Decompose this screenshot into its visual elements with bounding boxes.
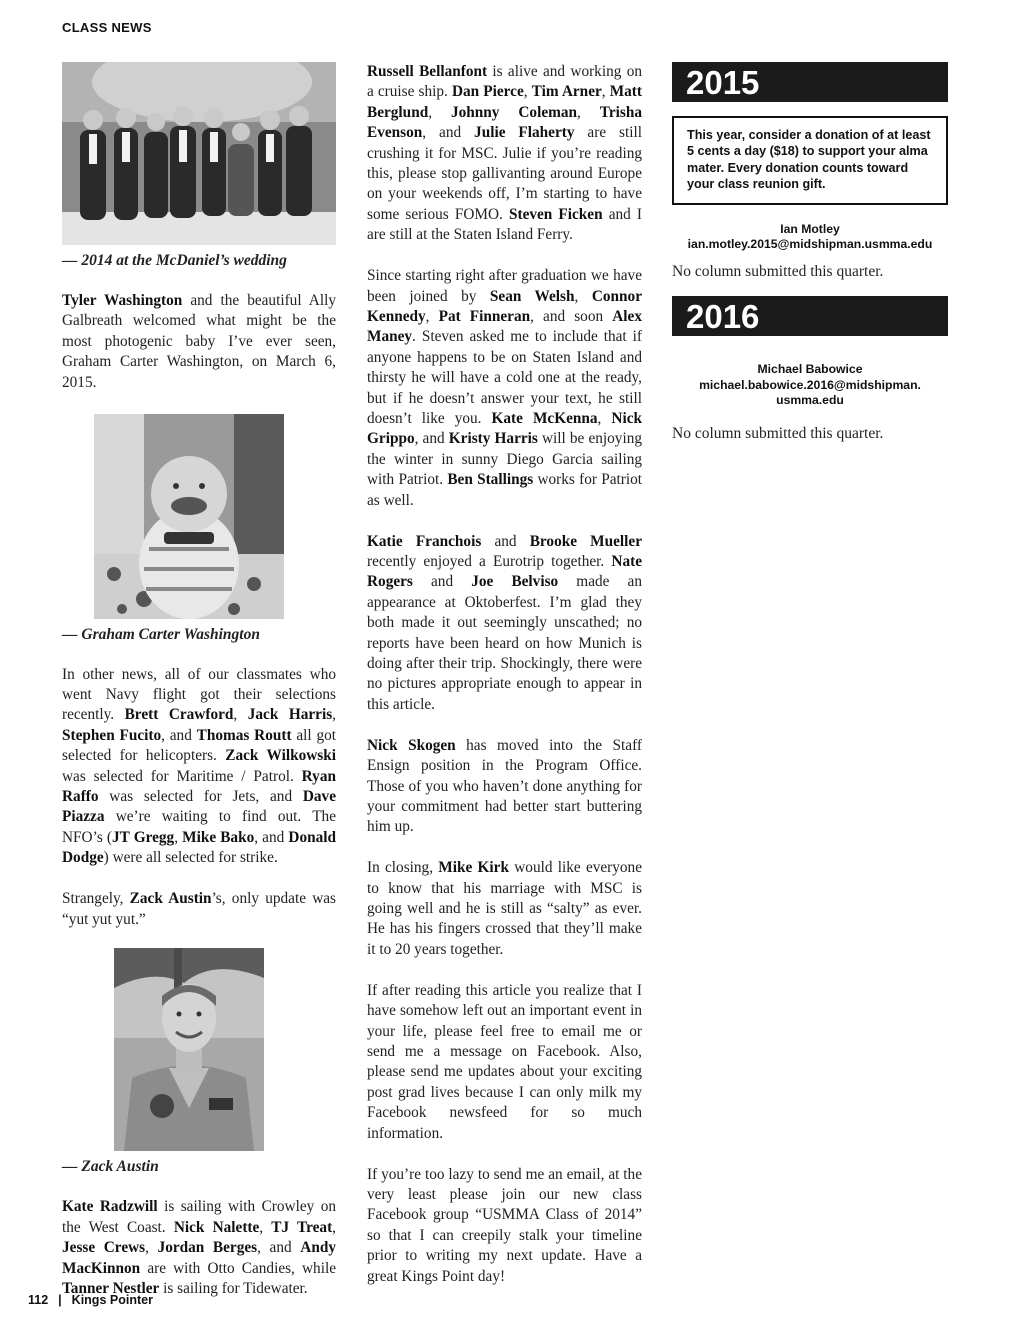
- classmate-name: Alex Maney: [367, 307, 642, 346]
- classmate-name: Donald Dodge: [62, 828, 336, 867]
- classmate-name: Ryan Raffo: [62, 767, 336, 805]
- class-2015-heading: 2015: [672, 62, 948, 102]
- class-2015-contact: [672, 222, 948, 253]
- footer-separator: |: [58, 1293, 62, 1307]
- col1-paragraph-4: Kate Radzwill is sailing with Crowley on the West Coast. Nick Nalette, TJ Treat, Jesse Crews, Jordan Berges, and Andy MacKinnon are with Otto Candies, while Tanner Nestler is sailing for Tidewater.: [62, 1198, 336, 1298]
- column-middle: [367, 62, 642, 1307]
- classmate-name: Nick Nalette: [173, 1218, 260, 1236]
- classmate-name: Tyler Washington: [62, 292, 183, 309]
- wedding-caption: — 2014 at the McDaniel’s wedding: [62, 252, 287, 269]
- classmate-name: Steven Ficken: [508, 205, 603, 223]
- classmate-name: Dan Pierce: [451, 83, 524, 101]
- classmate-name: Jack Harris: [247, 706, 333, 724]
- classmate-name: Jordan Berges: [157, 1239, 258, 1257]
- classmate-name: Zack Wilkowski: [225, 747, 336, 765]
- classmate-name: Katie Franchois: [367, 532, 482, 550]
- class-2015-contact-email: ian.motley.2015@midshipman.usmma.edu: [687, 236, 933, 251]
- zack-austin-photo: [114, 948, 264, 1151]
- col1-paragraph-3: Strangely, Zack Austin’s, only update was “yut yut yut.”: [62, 890, 336, 928]
- classmate-name: Connor Kennedy: [367, 287, 642, 325]
- classmate-name: Matt Berglund: [367, 83, 642, 121]
- classmate-name: Nate Rogers: [367, 552, 642, 591]
- classmate-name: Tim Arner: [531, 83, 602, 101]
- classmate-name: Johnny Coleman: [450, 103, 578, 121]
- classmate-name: Mike Kirk: [438, 859, 509, 877]
- classmate-name: Trisha Evenson: [367, 103, 642, 142]
- classmate-name: Stephen Fucito: [62, 726, 162, 744]
- class-2015-note: No column submitted this quarter.: [672, 263, 884, 281]
- page-number: 112: [28, 1293, 49, 1307]
- donation-appeal-box: This year, consider a donation of at least 5 cents a day ($18) to support your alma mater. Every donation counts toward your class reunion gift.: [672, 116, 948, 205]
- wedding-group-photo: [62, 62, 336, 245]
- classmate-name: Kate Radzwill: [62, 1198, 158, 1216]
- class-2016-contact: [672, 362, 948, 408]
- baby-caption: — Graham Carter Washington: [62, 625, 260, 643]
- classmate-name: Kristy Harris: [448, 430, 538, 448]
- classmate-name: Thomas Routt: [196, 726, 292, 744]
- classmate-name: Joe Belviso: [471, 573, 559, 591]
- section-label: CLASS NEWS: [62, 20, 152, 35]
- classmate-name: Tanner Nestler: [62, 1280, 160, 1298]
- classmate-name: Kate McKenna: [491, 410, 598, 427]
- class-2016-contact-email-line2: usmma.edu: [776, 392, 844, 407]
- col1-paragraph-1: Tyler Washington and the beautiful Ally Galbreath welcomed what might be the most photogenic baby I’ve ever seen, Graham Carter Washington, on March 6, 2015.: [62, 292, 336, 391]
- page-footer: [28, 1293, 153, 1307]
- col2-paragraph-2: Since starting right after graduation we have been joined by Sean Welsh, Connor Kennedy, Pat Finneran, and soon Alex Maney. Steven asked me to include that if anyone happens to be on Staten Island and thirsty he will have a cold one at the ready, but if he doesn’t answer your text, he still doesn’t like you. Kate McKenna, Nick Grippo, and Kristy Harris will be enjoying the winter in sunny Diego Garcia sailing with Patriot. Ben Stallings works for Patriot as well.: [367, 267, 642, 509]
- class-2015-contact-name: Ian Motley: [780, 221, 840, 236]
- classmate-name: Pat Finneran: [438, 307, 531, 325]
- col2-paragraph-4: Nick Skogen has moved into the Staff Ensign position in the Program Office. Those of you who haven’t done anything for your commitment had better start buttering him up.: [367, 736, 643, 836]
- publication-name: Kings Pointer: [71, 1293, 153, 1307]
- classmate-name: Brooke Mueller: [529, 532, 642, 550]
- classmate-name: Zack Austin: [129, 890, 212, 908]
- classmate-name: Nick Grippo: [367, 410, 642, 448]
- col2-paragraph-1: Russell Bellanfont is alive and working on a cruise ship. Dan Pierce, Tim Arner, Matt Berglund, Johnny Coleman, Trisha Evenson, and Julie Flaherty are still crushing it for MSC. Julie if you’re reading this, please stop gallivanting around Europe on your weekends off, I’m starting to have some serious FOMO. Steven Ficken and I are still at the Staten Island Ferry.: [367, 63, 642, 244]
- classmate-name: Russell Bellanfont: [367, 63, 488, 80]
- classmate-name: Jesse Crews: [62, 1239, 146, 1257]
- class-2016-heading: 2016: [672, 296, 948, 336]
- baby-photo: [94, 414, 284, 619]
- col2-paragraph-6: If after reading this article you realize that I have somehow left out an important event in your life, please feel free to email me or send me a message on Facebook. Also, please send me updates about your exciting post grad lives because I can only milk my Facebook newsfeed for so much information.: [367, 981, 642, 1142]
- class-2016-contact-name: Michael Babowice: [757, 362, 863, 377]
- class-2016-note: No column submitted this quarter.: [672, 425, 884, 443]
- classmate-name: Ben Stallings: [447, 471, 534, 489]
- classmate-name: Andy MacKinnon: [62, 1239, 336, 1277]
- classmate-name: Dave Piazza: [62, 787, 336, 826]
- classmate-name: Nick Skogen: [367, 736, 456, 754]
- col1-paragraph-2: In other news, all of our classmates who went Navy flight got their selections recently. Brett Crawford, Jack Harris, Stephen Fucito, and Thomas Routt all got selected for helicopters. Zack Wilkowski was selected for Maritime / Patrol. Ryan Raffo was selected for Jets, and Dave Piazza we’re waiting to find out. The NFO’s (JT Gregg, Mike Bako, and Donald Dodge) were all selected for strike.: [62, 665, 336, 867]
- classmate-name: Mike Bako: [182, 828, 255, 846]
- column-left: [62, 62, 336, 1320]
- classmate-name: Brett Crawford: [124, 706, 234, 724]
- classmate-name: TJ Treat: [271, 1218, 333, 1236]
- classmate-name: JT Gregg: [112, 828, 175, 846]
- classmate-name: Julie Flaherty: [474, 124, 575, 142]
- col2-paragraph-5: In closing, Mike Kirk would like everyone to know that his marriage with MSC is going well and he is still as “salty” as ever. He has his fingers crossed that they’ll make it to 20 years together.: [367, 859, 642, 958]
- zack-caption: — Zack Austin: [62, 1158, 159, 1176]
- class-2016-contact-email-line1: michael.babowice.2016@midshipman.: [699, 377, 921, 392]
- col2-paragraph-3: Katie Franchois and Brooke Mueller recently enjoyed a Eurotrip together. Nate Rogers and Joe Belviso made an appearance at Oktoberfest. I’m glad they both made it out seemingly unscathed; no reports have been heard on how Munich is doing after their trip. Shockingly, there were no pictures appropriate enough to appear in this article.: [367, 532, 642, 713]
- col2-paragraph-7: If you’re too lazy to send me an email, at the very least please join our new class Facebook group “USMMA Class of 2014” so that I can creepily stalk your timeline prior to writing my next update. Have a great Kings Point day!: [367, 1165, 642, 1285]
- classmate-name: Sean Welsh: [489, 287, 575, 305]
- column-right: [672, 62, 948, 444]
